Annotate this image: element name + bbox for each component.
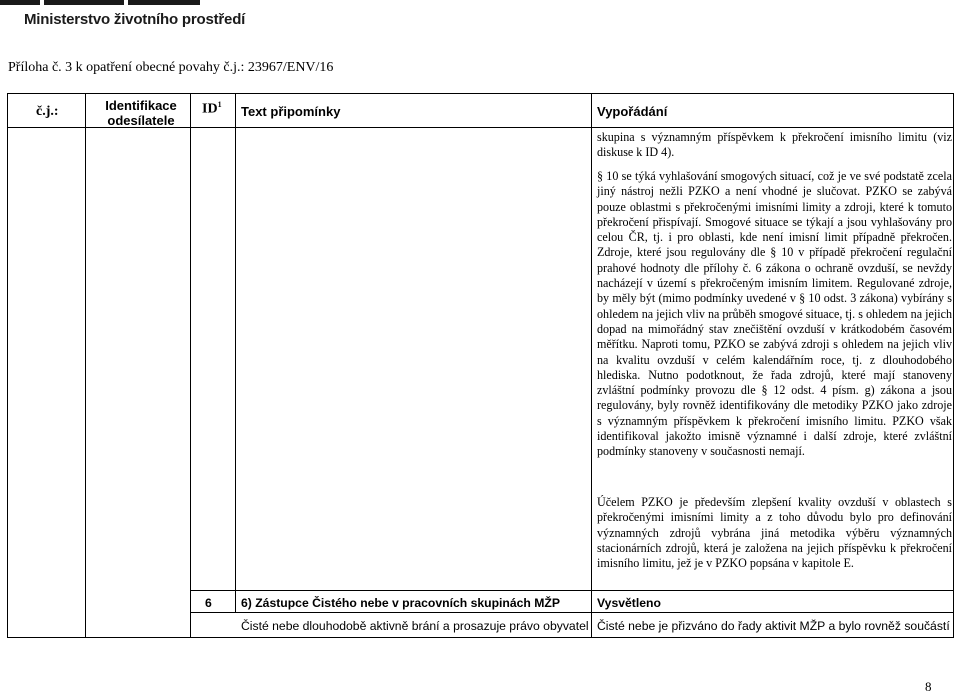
header-id-label: ID xyxy=(202,101,218,117)
resolution-cell xyxy=(597,130,952,161)
row6-title: 6) Zástupce Čistého nebe v pracovních skupinách MŽP xyxy=(241,596,560,610)
table-bottom-border xyxy=(7,637,953,638)
resolution-paragraph-3: Účelem PZKO je především zlepšení kvality ovzduší v oblastech s překročenými imisními limity a z toho důvodu bylo pro definování významných zdrojů vybrána jiná metodika výběru významných stacionárních zdrojů, která je založena na jejich příspěvku k překročení imisního limitu, jež je v PZKO popsána v kapitole E. xyxy=(597,495,952,571)
ministry-logo-bars xyxy=(0,0,260,8)
header-identification-line1: Identifikace xyxy=(105,98,177,113)
table-left-border xyxy=(7,93,8,638)
annex-reference: Příloha č. 3 k opatření obecné povahy č.j.: 23967/ENV/16 xyxy=(8,60,334,75)
col-divider-1 xyxy=(85,93,86,638)
page-number: 8 xyxy=(925,679,932,694)
col-divider-4 xyxy=(591,93,592,638)
header-id-footnote: 1 xyxy=(217,100,222,109)
row6-id: 6 xyxy=(205,596,212,610)
row6-comment-start: Čisté nebe dlouhodobě aktivně brání a prosazuje právo obyvatel xyxy=(241,619,589,633)
header-cj: č.j.: xyxy=(36,104,59,119)
row6-top-border xyxy=(190,590,953,591)
col-divider-2 xyxy=(190,93,191,638)
row6-divider xyxy=(190,612,953,613)
header-identification xyxy=(105,98,177,128)
row6-resolution-start: Čisté nebe je přizváno do řady aktivit MŽP a bylo rovněž součástí xyxy=(597,619,950,633)
ministry-name: Ministerstvo životního prostředí xyxy=(24,11,246,28)
resolution-paragraph-1: skupina s významným příspěvkem k překročení imisního limitu (viz diskuse k ID 4). xyxy=(597,130,952,160)
table-top-border xyxy=(7,93,953,94)
table-right-border xyxy=(953,93,954,638)
resolution-cell-2 xyxy=(597,169,952,460)
header-comment-text: Text připomínky xyxy=(241,104,341,119)
row6-resolution-label: Vysvětleno xyxy=(597,596,661,610)
header-identification-line2: odesílatele xyxy=(107,113,175,128)
resolution-paragraph-2: § 10 se týká vyhlašování smogových situací, což je ve své podstatě zcela jiný nástroj nežli PZKO a není vhodné je slučovat. PZKO se zabývá pouze oblastmi s překročenými imisními limity a zdroji, které k tomuto překročení přispívají. Smogové situace se týkají a jsou vyhlašovány pro celou ČR, tj. i pro oblasti, kde není imisní limit případně překročen. Zdroje, které jsou regulovány dle § 10 v případě překročení regulační prahové hodnoty dle přílohy č. 6 zákona o ochraně ovzduší, se nevždy nacházejí v území s překročeným imisním limitem. Regulované zdroje, by měly být (mimo podmínky uvedené v § 10 odst. 3 zákona) vybírány s ohledem na jejich vliv na průběh smogové situace, tj. s ohledem na jejich dopad na mimořádný stav znečištění ovzduší v krátkodobém časovém měřítku. Naproti tomu, PZKO se zabývá zdroji s ohledem na jejich vliv na kvalitu ovzduší v celém kalendářním roce, tj. z dlouhodobého hlediska. Nutno podotknout, že řada zdrojů, které mají stanoveny zvláštní podmínky provozu dle § 12 odst. 4 písm. g) zákona a jsou regulovány, byly rovněž identifikovány dle metodiky PZKO jako zdroje s významným příspěvkem k překročení imisního limitu. PZKO však identifikoval jakožto imisně významné i další zdroje, které zvláštní podmínky stanoveny v současnosti nemají. xyxy=(597,169,952,459)
resolution-cell-3 xyxy=(597,495,952,571)
header-resolution: Vypořádání xyxy=(597,104,668,119)
col-divider-3 xyxy=(235,93,236,613)
header-id xyxy=(202,100,222,118)
